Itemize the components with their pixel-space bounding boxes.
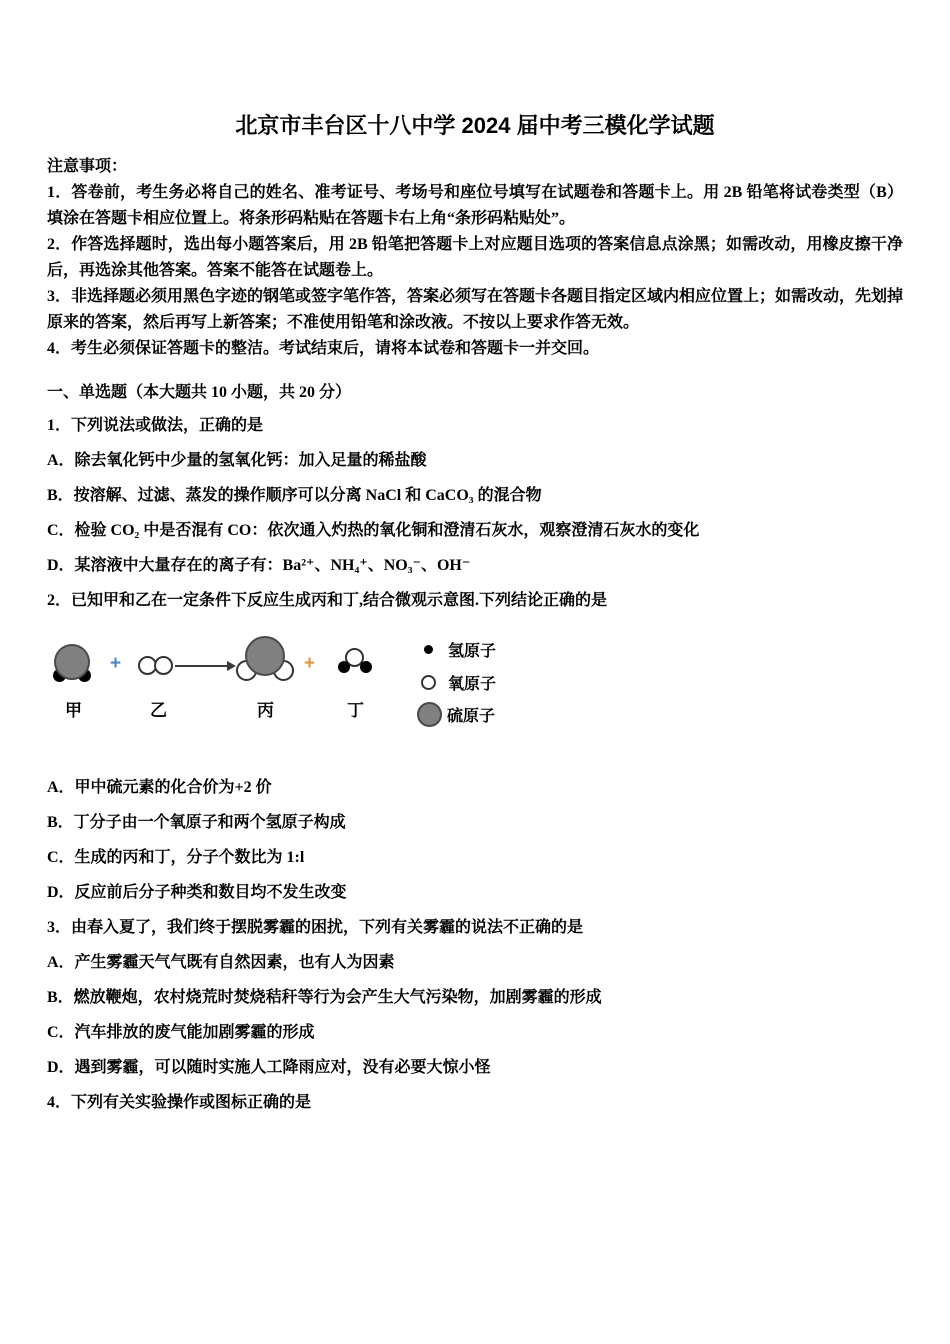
molecule-label-yi: 乙 [150, 701, 167, 720]
sulfur-atom-icon [245, 636, 285, 676]
page-title: 北京市丰台区十八中学 2024 届中考三模化学试题 [235, 113, 715, 138]
question-3-option-a: A．产生雾霾天气气既有自然因素，也有人为因素 [47, 954, 395, 971]
hydrogen-atom-icon [424, 645, 433, 654]
reaction-diagram [47, 630, 903, 735]
hydrogen-atom-icon [338, 661, 350, 673]
question-1-option-a: A．除去氧化钙中少量的氢氧化钙：加入足量的稀盐酸 [47, 452, 427, 469]
question-3-option-c: C．汽车排放的废气能加剧雾霾的形成 [47, 1024, 315, 1041]
question-3 [47, 915, 903, 1081]
oxygen-atom-icon [154, 656, 173, 675]
oxygen-atom-icon [421, 675, 436, 690]
question-1-option-b: B．按溶解、过滤、蒸发的操作顺序可以分离 NaCl 和 CaCO₃ 的混合物 [47, 487, 542, 504]
question-1-option-d: D．某溶液中大量存在的离子有：Ba²⁺、NH₄⁺、NO₃⁻、OH⁻ [47, 557, 471, 574]
molecule-label-ding: 丁 [347, 701, 364, 720]
question-2 [47, 588, 903, 906]
question-2-option-d: D．反应前后分子种类和数目均不发生改变 [47, 884, 347, 901]
sulfur-atom-icon [417, 702, 442, 727]
reaction-arrow-head [227, 661, 236, 671]
plus-sign-left: + [110, 653, 122, 674]
legend-label: 氧原子 [448, 676, 497, 693]
question-2-option-a: A．甲中硫元素的化合价为+2 价 [47, 779, 272, 796]
hydrogen-atom-icon [360, 661, 372, 673]
notice-item-4: 4．考生必须保证答题卡的整洁。考试结束后，请将本试卷和答题卡一并交回。 [47, 340, 600, 357]
sulfur-atom-icon [54, 644, 90, 680]
question-1-option-c: C．检验 CO₂ 中是否混有 CO：依次通入灼热的氧化铜和澄清石灰水，观察澄清石灰水的变化 [47, 522, 700, 539]
question-1 [47, 413, 903, 579]
notice-item-3: 3．非选择题必须用黑色字迹的钢笔或签字笔作答，答案必须写在答题卡各题目指定区域内相应位置上；如需改动，先划掉原来的答案，然后再写上新答案；不准使用铅笔和涂改液。不按以上要求作答无效。 [47, 288, 904, 331]
notice-item-1: 1．答卷前，考生务必将自己的姓名、准考证号、考场号和座位号填写在试题卷和答题卡上。用 2B 铅笔将试卷类型（B）填涂在答题卡相应位置上。将条形码粘贴在答题卡右上角“条形码粘贴处”。 [47, 184, 903, 227]
legend-label: 氢原子 [448, 643, 497, 660]
plus-sign-right: + [304, 653, 316, 674]
question-2-option-c: C．生成的丙和丁，分子个数比为 1:l [47, 849, 305, 866]
section-heading: 一、单选题（本大题共 10 小题，共 20 分） [47, 384, 352, 401]
question-3-option-d: D．遇到雾霾，可以随时实施人工降雨应对，没有必要大惊小怪 [47, 1059, 491, 1076]
legend-item-sulfur [417, 702, 495, 727]
molecule-label-bing: 丙 [257, 701, 274, 720]
notice-section [47, 154, 903, 362]
question-3-stem: 3．由春入夏了，我们终于摆脱雾霾的困扰，下列有关雾霾的说法不正确的是 [47, 919, 584, 936]
question-2-option-b: B．丁分子由一个氧原子和两个氢原子构成 [47, 814, 346, 831]
legend-label: 硫原子 [447, 708, 496, 725]
reaction-arrow [175, 665, 228, 667]
question-1-stem: 1．下列说法或做法，正确的是 [47, 417, 264, 434]
question-4 [47, 1090, 903, 1116]
notice-header: 注意事项： [47, 158, 128, 175]
legend-item-oxygen [421, 671, 496, 694]
molecule-label-jia: 甲 [65, 701, 82, 720]
legend-item-hydrogen [424, 638, 496, 661]
notice-item-2: 2．作答选择题时，选出每小题答案后，用 2B 铅笔把答题卡上对应题目选项的答案信息点涂黑；如需改动，用橡皮擦干净后，再选涂其他答案。答案不能答在试题卷上。 [47, 236, 903, 279]
question-3-option-b: B．燃放鞭炮，农村烧荒时焚烧秸秆等行为会产生大气污染物，加剧雾霾的形成 [47, 989, 602, 1006]
question-4-stem: 4．下列有关实验操作或图标正确的是 [47, 1094, 312, 1111]
question-2-stem: 2．已知甲和乙在一定条件下反应生成丙和丁,结合微观示意图.下列结论正确的是 [47, 592, 608, 609]
